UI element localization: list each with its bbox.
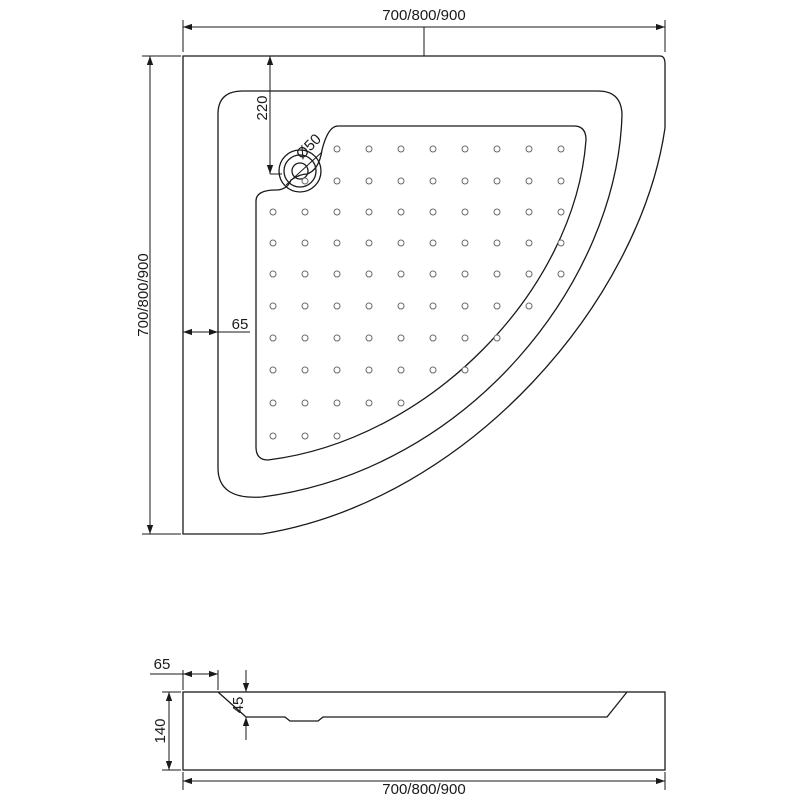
anti-slip-dot xyxy=(558,209,564,215)
anti-slip-dot xyxy=(302,303,308,309)
anti-slip-dot xyxy=(494,303,500,309)
anti-slip-dot xyxy=(366,335,372,341)
rim-width-dimension xyxy=(183,316,250,333)
anti-slip-dot xyxy=(430,178,436,184)
anti-slip-dot xyxy=(270,367,276,373)
plan-view xyxy=(135,7,665,534)
anti-slip-dot xyxy=(494,335,500,341)
anti-slip-dot xyxy=(334,240,340,246)
side-rim-width-dimension xyxy=(150,656,218,690)
drain-inner-ring xyxy=(292,163,308,179)
anti-slip-dot xyxy=(430,209,436,215)
side-rim-width-label: 65 xyxy=(153,656,171,673)
side-inner-depth-label: 45 xyxy=(230,696,247,714)
anti-slip-dot xyxy=(366,303,372,309)
anti-slip-dot xyxy=(270,240,276,246)
anti-slip-dot xyxy=(334,335,340,341)
anti-slip-dot xyxy=(366,146,372,152)
anti-slip-dot xyxy=(526,303,532,309)
anti-slip-dot xyxy=(462,178,468,184)
anti-slip-dot xyxy=(430,335,436,341)
anti-slip-dot xyxy=(334,400,340,406)
anti-slip-dot xyxy=(398,303,404,309)
anti-slip-dot xyxy=(558,240,564,246)
side-inner-depth-dimension xyxy=(230,670,247,740)
side-height-dimension xyxy=(152,692,181,770)
top-width-dimension xyxy=(183,7,665,56)
anti-slip-dot xyxy=(270,335,276,341)
anti-slip-dot xyxy=(494,146,500,152)
anti-slip-dot xyxy=(526,178,532,184)
anti-slip-dot xyxy=(334,367,340,373)
anti-slip-dot xyxy=(430,146,436,152)
anti-slip-dot xyxy=(430,271,436,277)
anti-slip-dot xyxy=(462,367,468,373)
side-body-outline xyxy=(183,692,665,770)
anti-slip-dot xyxy=(430,303,436,309)
anti-slip-dot xyxy=(366,240,372,246)
rim-width-label: 65 xyxy=(231,316,249,333)
anti-slip-dot xyxy=(558,146,564,152)
anti-slip-dot xyxy=(302,209,308,215)
anti-slip-dot xyxy=(398,367,404,373)
anti-slip-dot xyxy=(398,240,404,246)
anti-slip-dot xyxy=(526,271,532,277)
anti-slip-dot xyxy=(462,146,468,152)
anti-slip-dot xyxy=(430,367,436,373)
anti-slip-dot xyxy=(334,146,340,152)
anti-slip-dot xyxy=(398,335,404,341)
drain-offset-label: 220 xyxy=(254,95,271,121)
anti-slip-dot xyxy=(366,209,372,215)
side-width-label: 700/800/900 xyxy=(382,781,466,798)
anti-slip-dot xyxy=(270,271,276,277)
side-view xyxy=(150,656,665,798)
anti-slip-dot xyxy=(302,178,308,184)
anti-slip-dot xyxy=(302,367,308,373)
anti-slip-dot xyxy=(398,209,404,215)
anti-slip-dot xyxy=(398,146,404,152)
anti-slip-dot xyxy=(334,178,340,184)
anti-slip-dot xyxy=(494,240,500,246)
anti-slip-dot xyxy=(494,178,500,184)
anti-slip-dot xyxy=(270,303,276,309)
anti-slip-dot xyxy=(398,271,404,277)
anti-slip-dot xyxy=(302,400,308,406)
anti-slip-dot xyxy=(334,303,340,309)
anti-slip-dot xyxy=(302,240,308,246)
anti-slip-dot xyxy=(302,335,308,341)
anti-slip-dot xyxy=(462,271,468,277)
anti-slip-dot xyxy=(334,271,340,277)
side-height-label: 140 xyxy=(152,718,169,744)
anti-slip-dot xyxy=(494,209,500,215)
anti-slip-dot xyxy=(270,433,276,439)
anti-slip-dot xyxy=(494,271,500,277)
anti-slip-dot xyxy=(462,303,468,309)
side-basin-profile xyxy=(218,692,627,721)
left-depth-label: 700/800/900 xyxy=(135,253,152,337)
anti-slip-dot xyxy=(526,209,532,215)
anti-slip-dot xyxy=(526,146,532,152)
anti-slip-dot xyxy=(398,178,404,184)
anti-slip-dot xyxy=(270,209,276,215)
anti-slip-dot xyxy=(366,271,372,277)
anti-slip-dot xyxy=(302,433,308,439)
anti-slip-dot xyxy=(366,178,372,184)
anti-slip-dot xyxy=(270,400,276,406)
anti-slip-dot xyxy=(462,240,468,246)
anti-slip-dot xyxy=(334,433,340,439)
anti-slip-dot xyxy=(462,209,468,215)
anti-slip-dot xyxy=(334,209,340,215)
anti-slip-dot xyxy=(430,240,436,246)
tray-outer-contour xyxy=(183,56,665,534)
anti-slip-dot xyxy=(302,271,308,277)
anti-slip-dot xyxy=(558,271,564,277)
top-width-label: 700/800/900 xyxy=(382,7,466,24)
anti-slip-dot xyxy=(526,240,532,246)
anti-slip-dot xyxy=(462,335,468,341)
drain-diameter-label: Ø50 xyxy=(292,130,325,163)
side-width-dimension xyxy=(183,772,665,798)
anti-slip-dot xyxy=(558,178,564,184)
left-depth-dimension xyxy=(135,56,181,534)
anti-slip-dot xyxy=(366,400,372,406)
anti-slip-dot xyxy=(366,367,372,373)
anti-slip-dot xyxy=(398,400,404,406)
